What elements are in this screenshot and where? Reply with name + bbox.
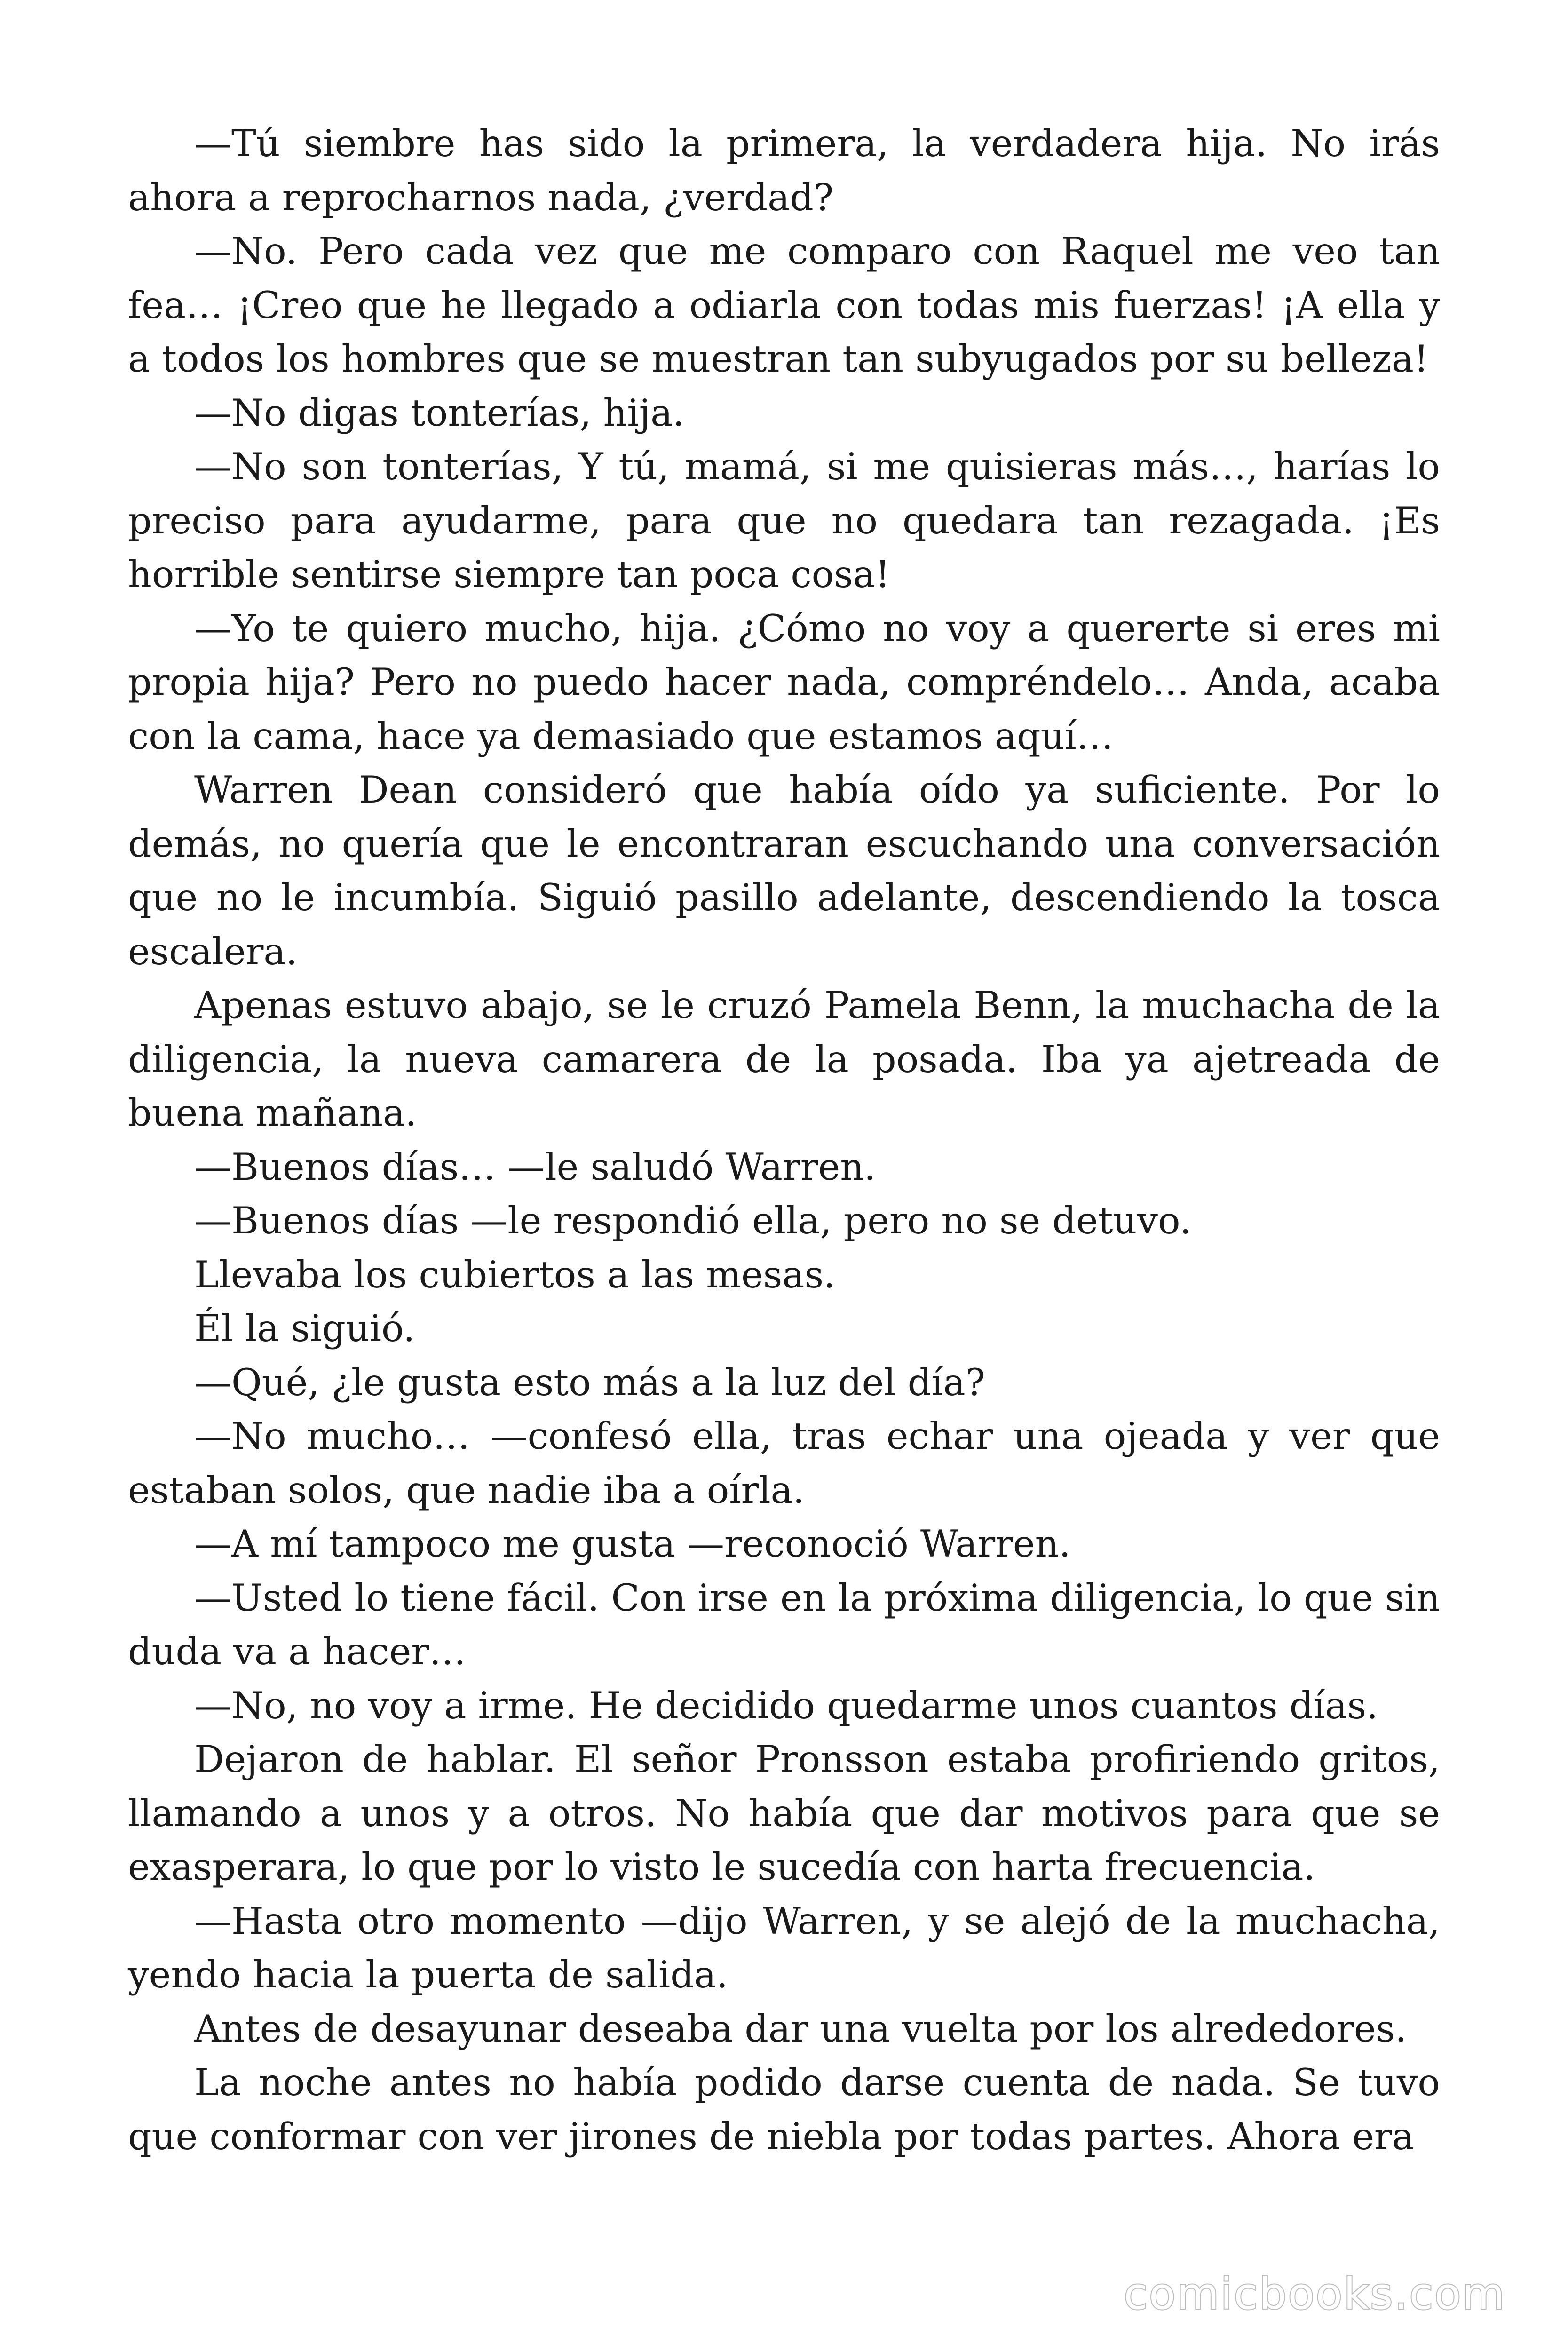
paragraph: Él la siguió. xyxy=(194,1307,415,1350)
paragraph: Antes de desayunar deseaba dar una vuelta por los alrededores. xyxy=(194,2007,1407,2050)
paragraph: —No digas tonterías, hija. xyxy=(194,391,685,435)
paragraph: —Buenos días —le respondió ella, pero no se detuvo. xyxy=(194,1199,1192,1242)
body-text xyxy=(128,117,1440,2163)
paragraph: —No son tonterías, Y tú, mamá, si me quisieras más…, harías lo preciso para ayudarme, para que no quedara tan rezagada. ¡Es horrible sentirse siempre tan poca cosa! xyxy=(128,445,1440,596)
paragraph: —No. Pero cada vez que me comparo con Raquel me veo tan fea… ¡Creo que he llegado a odiarla con todas mis fuerzas! ¡A ella y a todos los hombres que se muestran tan subyugados por su belleza! xyxy=(128,230,1440,381)
paragraph: —Qué, ¿le gusta esto más a la luz del día? xyxy=(194,1360,985,1404)
paragraph: —Tú siembre has sido la primera, la verdadera hija. No irás ahora a reprocharnos nada, ¿verdad? xyxy=(128,122,1440,219)
paragraph: —Hasta otro momento —dijo Warren, y se alejó de la muchacha, yendo hacia la puerta de salida. xyxy=(128,1899,1440,1996)
paragraph: —Yo te quiero mucho, hija. ¿Cómo no voy a quererte si eres mi propia hija? Pero no puedo hacer nada, compréndelo… Anda, acaba con la cama, hace ya demasiado que estamos aquí… xyxy=(128,606,1440,758)
paragraph: —No mucho… —confesó ella, tras echar una ojeada y ver que estaban solos, que nadie iba a oírla. xyxy=(128,1414,1440,1512)
watermark: comicbooks.com xyxy=(1124,2269,1506,2319)
paragraph: Dejaron de hablar. El señor Pronsson estaba profiriendo gritos, llamando a unos y a otros. No había que dar motivos para que se exasperara, lo que por lo visto le sucedía con harta frecuencia. xyxy=(128,1738,1440,1889)
paragraph: —No, no voy a irme. He decidido quedarme unos cuantos días. xyxy=(194,1684,1378,1727)
paragraph: Warren Dean consideró que había oído ya suficiente. Por lo demás, no quería que le encontraran escuchando una conversación que no le incumbía. Siguió pasillo adelante, descendiendo la tosca escalera. xyxy=(128,768,1440,973)
paragraph: La noche antes no había podido darse cuenta de nada. Se tuvo que conformar con ver jirones de niebla por todas partes. Ahora era xyxy=(128,2061,1440,2158)
paragraph: —Buenos días… —le saludó Warren. xyxy=(194,1145,876,1189)
paragraph: —A mí tampoco me gusta —reconoció Warren. xyxy=(194,1522,1071,1565)
paragraph: Llevaba los cubiertos a las mesas. xyxy=(194,1253,836,1296)
paragraph: —Usted lo tiene fácil. Con irse en la próxima diligencia, lo que sin duda va a hacer… xyxy=(128,1576,1440,1673)
paragraph: Apenas estuvo abajo, se le cruzó Pamela Benn, la muchacha de la diligencia, la nueva camarera de la posada. Iba ya ajetreada de buena mañana. xyxy=(128,984,1440,1135)
